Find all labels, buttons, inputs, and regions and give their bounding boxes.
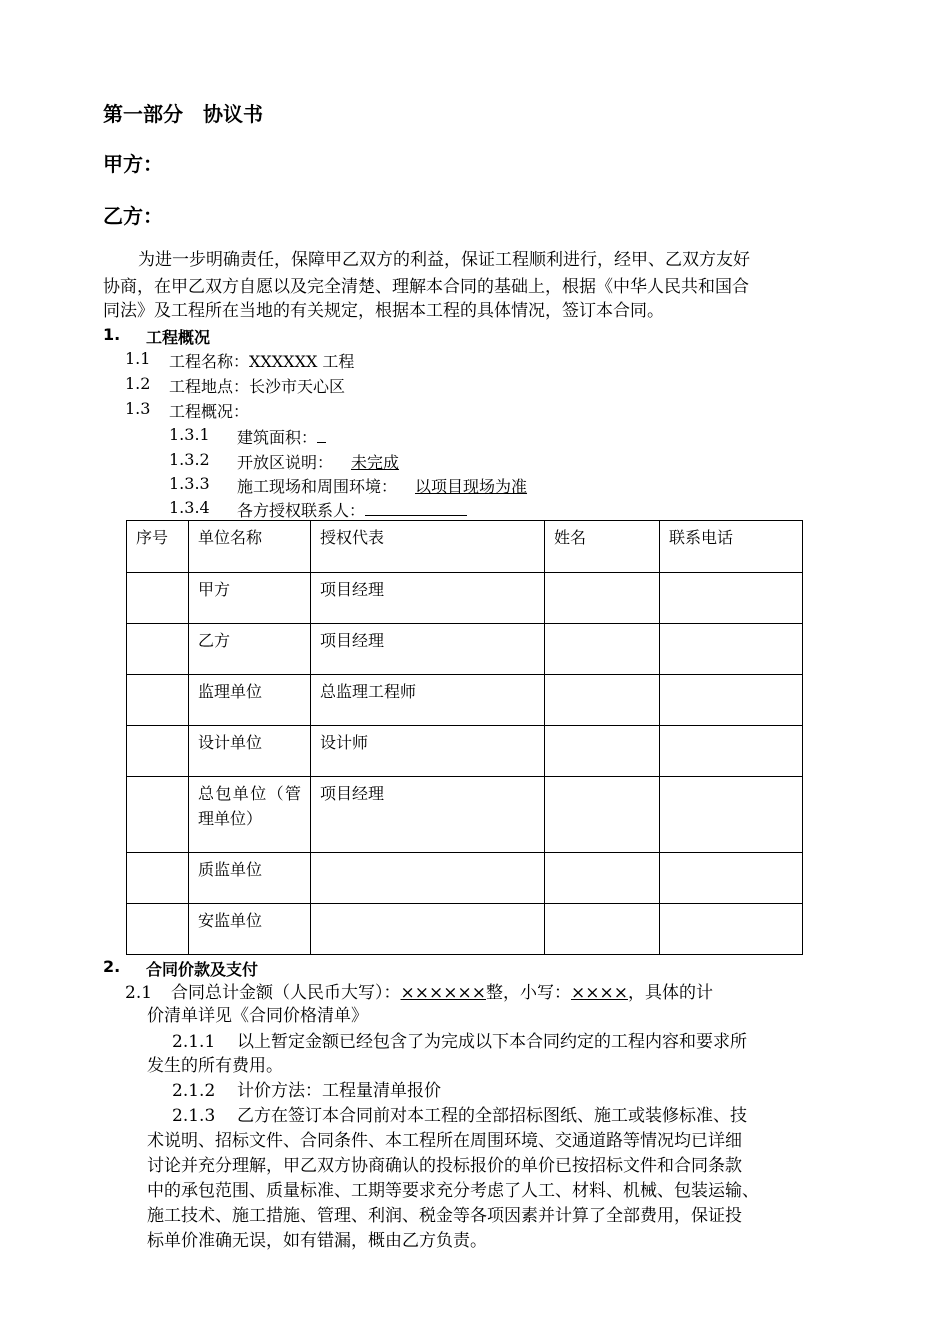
table-cell [660,573,803,624]
item-2-1-2-number: 2.1.2 [172,1081,216,1101]
table-cell [127,904,189,955]
table-row [127,675,803,726]
item-1-3-2-number: 1.3.2 [169,450,210,469]
table-cell [127,726,189,777]
item-1-3-text: 工程概况： [169,402,250,421]
table-cell [127,853,189,904]
table-cell: 项目经理 [311,777,545,853]
table-cell [127,624,189,675]
header-index: 序号 [127,521,189,573]
table-cell [660,904,803,955]
amount-upper-value: ×××××× [400,983,486,1003]
party-b-label: 乙方： [103,204,163,228]
item-1-3-1-text [237,425,326,448]
table-cell: 设计单位 [189,726,311,777]
party-a-label: 甲方： [103,152,163,176]
table-row [127,853,803,904]
item-2-1-3-line-6: 标单价准确无误，如有错漏，概由乙方负责。 [147,1231,487,1251]
item-2-1-line-2: 价清单详见《合同价格清单》 [147,1006,368,1026]
table-header-row [127,521,803,573]
table-cell: 质监单位 [189,853,311,904]
item-1-3-4-text [237,498,467,521]
amount-lower-value: ×××× [570,983,628,1003]
header-phone: 联系电话 [660,521,803,573]
site-env-label: 施工现场和周围环境： [237,477,398,496]
item-1-1-number: 1.1 [125,349,151,368]
table-cell [660,624,803,675]
table-row [127,624,803,675]
table-cell: 项目经理 [311,624,545,675]
item-1-2-text: 工程地点：长沙市天心区 [169,377,346,396]
table-cell: 监理单位 [189,675,311,726]
table-cell [311,904,545,955]
contacts-blank [365,501,467,516]
table-cell [660,777,803,853]
table-cell [660,675,803,726]
building-area-label: 建筑面积： [237,428,318,447]
site-env-value: 以项目现场为准 [415,477,528,496]
item-2-1-number: 2.1 [125,983,153,1003]
section-2-number: 2. [103,957,121,976]
open-area-label: 开放区说明： [237,453,334,472]
header-name: 姓名 [545,521,660,573]
item-1-3-3-text [237,474,531,497]
amount-lower-label: 整，小写： [485,983,571,1003]
amount-tail-text: ，具体的计 [627,983,713,1003]
table-cell [545,777,660,853]
contacts-label: 各方授权联系人： [237,501,366,520]
item-1-3-4-number: 1.3.4 [169,498,210,517]
table-cell: 总监理工程师 [311,675,545,726]
table-cell: 总包单位（管理单位） [189,777,311,853]
header-unit: 单位名称 [189,521,311,573]
item-2-1-1-line-2: 发生的所有费用。 [147,1056,283,1076]
table-cell [545,726,660,777]
table-cell [545,573,660,624]
contacts-table [126,520,803,955]
table-cell [127,777,189,853]
intro-line-3: 同法》及工程所在当地的有关规定，根据本工程的具体情况，签订本合同。 [103,301,664,321]
table-row [127,726,803,777]
table-row [127,904,803,955]
table-cell [545,624,660,675]
table-cell [545,853,660,904]
item-1-1-text: 工程名称：XXXXXX 工程 [169,352,355,371]
table-row [127,777,803,853]
item-1-3-3-number: 1.3.3 [169,474,210,493]
item-1-3-1-number: 1.3.1 [169,425,210,444]
page-title: 第一部分 协议书 [103,102,263,126]
item-2-1-3-line-3: 讨论并充分理解，甲乙双方协商确认的投标报价的单价已按招标文件和合同条款 [147,1156,742,1176]
building-area-blank [317,428,326,443]
table-cell [311,853,545,904]
section-2-title: 合同价款及支付 [146,960,259,979]
item-2-1-3-line-4: 中的承包范围、质量标准、工期等要求充分考虑了人工、材料、机械、包装运输、 [147,1181,759,1201]
table-cell: 设计师 [311,726,545,777]
table-cell: 甲方 [189,573,311,624]
table-cell [660,853,803,904]
item-2-1-1-number: 2.1.1 [172,1032,216,1052]
item-1-3-2-text [237,450,417,473]
table-row [127,573,803,624]
section-1-title: 工程概况 [146,328,211,347]
table-cell [545,904,660,955]
table-cell [545,675,660,726]
header-representative: 授权代表 [311,521,545,573]
table-cell: 乙方 [189,624,311,675]
item-2-1-3-line-5: 施工技术、施工措施、管理、利润、税金等各项因素并计算了全部费用，保证投 [147,1206,742,1226]
item-2-1-3-line-1: 乙方在签订本合同前对本工程的全部招标图纸、施工或装修标准、技 [237,1106,747,1126]
table-cell [127,573,189,624]
item-2-1-3-number: 2.1.3 [172,1106,216,1126]
table-cell [660,726,803,777]
intro-line-1: 为进一步明确责任，保障甲乙双方的利益，保证工程顺利进行，经甲、乙双方友好 [138,250,750,270]
intro-line-2: 协商，在甲乙双方自愿以及完全清楚、理解本合同的基础上，根据《中华人民共和国合 [103,277,749,297]
total-amount-label: 合同总计金额（人民币大写）： [171,983,401,1003]
item-2-1-2-text: 计价方法：工程量清单报价 [237,1081,441,1101]
item-1-3-number: 1.3 [125,399,151,418]
item-2-1-1-line-1: 以上暂定金额已经包含了为完成以下本合同约定的工程内容和要求所 [237,1032,747,1052]
open-area-value: 未完成 [351,453,400,472]
section-1-number: 1. [103,325,121,344]
item-1-2-number: 1.2 [125,374,151,393]
table-cell [127,675,189,726]
table-cell: 项目经理 [311,573,545,624]
item-2-1-3-line-2: 术说明、招标文件、合同条件、本工程所在周围环境、交通道路等情况均已详细 [147,1131,742,1151]
table-cell: 安监单位 [189,904,311,955]
